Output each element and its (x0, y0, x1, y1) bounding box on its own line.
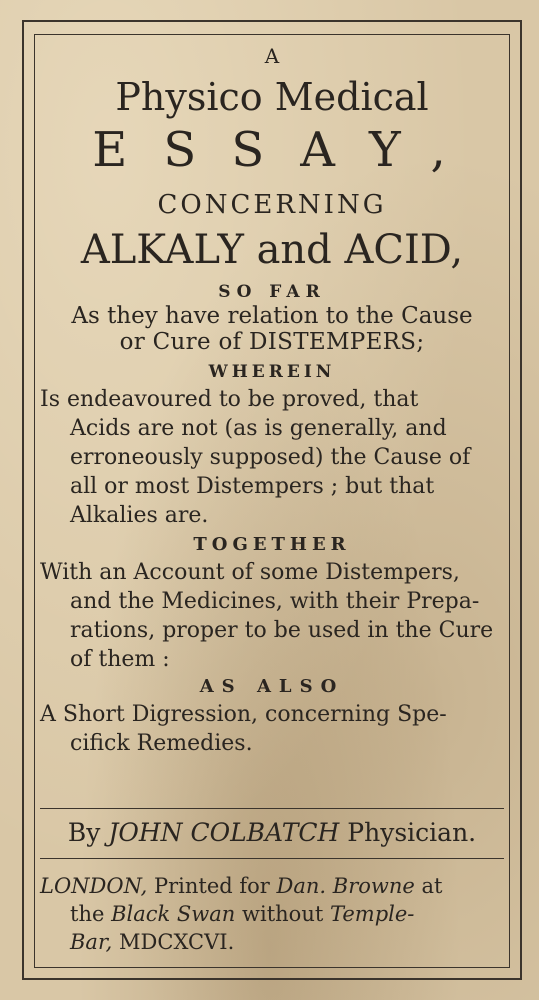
imprint-place: Temple- (329, 902, 415, 926)
subtitle-cure: or Cure of DISTEMPERS; (119, 329, 425, 355)
para1-line: erroneously supposed) the Cause of (70, 445, 471, 470)
para2-line: of them : (70, 647, 170, 672)
divider-rule (40, 858, 504, 859)
subtitle-so-far: SO FAR (218, 282, 326, 302)
para2-line: rations, proper to be used in the Cure (70, 618, 494, 643)
imprint-text: without (242, 902, 324, 926)
imprint-place: Bar, (70, 930, 113, 954)
imprint-sign: Black Swan (111, 902, 236, 926)
subtitle-together: TOGETHER (193, 534, 351, 555)
title-physico-medical: Physico Medical (115, 75, 429, 119)
imprint-row (40, 900, 504, 928)
subtitle-as-also: AS ALSO (199, 676, 345, 697)
title-block (40, 38, 504, 758)
title-alkaly-and-acid: ALKALY and ACID, (80, 227, 464, 273)
byline-prefix: By (67, 818, 101, 847)
author-name: JOHN COLBATCH (108, 818, 340, 847)
imprint-year: MDCXCVI. (119, 930, 235, 954)
para3-line: A Short Digression, concerning Spe- (40, 702, 447, 727)
para3-line: cifick Remedies. (70, 731, 253, 756)
imprint-city: LONDON, (40, 874, 148, 898)
paragraph-digression (40, 700, 504, 758)
title-concerning: CONCERNING (157, 190, 387, 220)
imprint-row (40, 872, 504, 900)
subtitle-wherein: WHEREIN (208, 362, 336, 382)
imprint-row (40, 928, 504, 956)
author-byline (40, 818, 504, 847)
para1-line: Acids are not (as is generally, and (70, 416, 447, 441)
subtitle-relation: As they have relation to the Cause (71, 303, 473, 329)
imprint-text: at (421, 874, 443, 898)
para1-line: all or most Distempers ; but that (70, 474, 435, 499)
byline-suffix: Physician. (347, 818, 477, 847)
para1-line: Is endeavoured to be proved, that (40, 387, 419, 412)
divider-rule (40, 808, 504, 809)
title-essay: ESSAY, (92, 122, 482, 178)
imprint-text: Printed for (153, 874, 270, 898)
para2-line: With an Account of some Distempers, (40, 560, 460, 585)
article-a: A (264, 44, 280, 68)
paragraph-acids (40, 385, 504, 530)
para2-line: and the Medicines, with their Prepa- (70, 589, 480, 614)
imprint-text: the (70, 902, 105, 926)
paragraph-distempers (40, 558, 504, 674)
imprint (40, 872, 504, 956)
imprint-printer: Dan. Browne (276, 874, 415, 898)
para1-line: Alkalies are. (70, 503, 209, 528)
